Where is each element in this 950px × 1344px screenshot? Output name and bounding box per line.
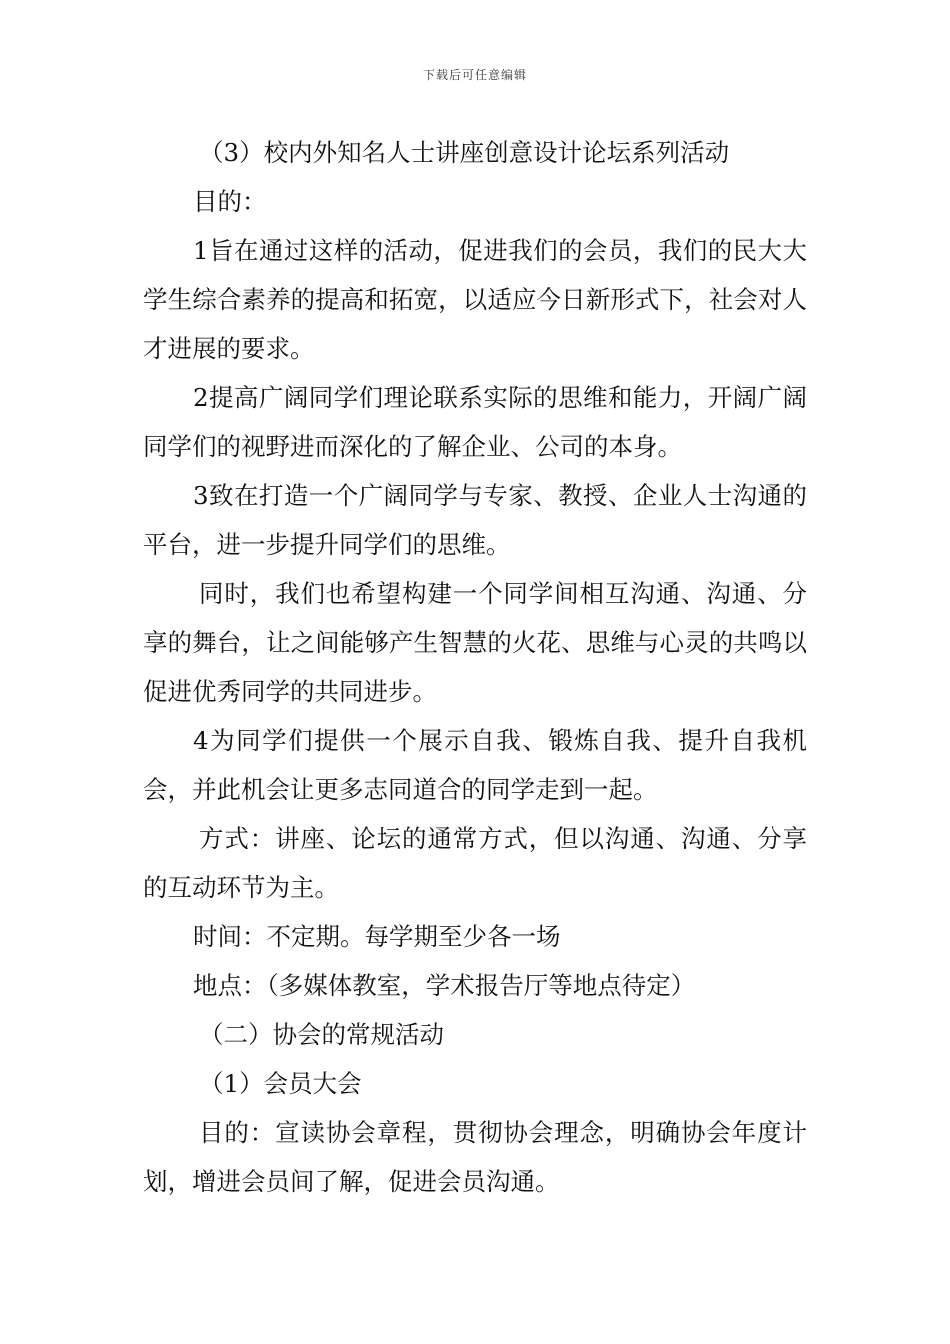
time-paragraph: 时间：不定期。每学期至少各一场: [193, 922, 561, 951]
purpose-item-2: 2提高广阔同学们理论联系实际的思维和能力，开阔广阔同学们的视野进而深化的了解企业、公司的本身。: [143, 383, 807, 461]
document-body: [143, 128, 807, 1206]
purpose-paragraph-sharing: 同时，我们也希望构建一个同学间相互沟通、沟通、分享的舞台，让之间能够产生智慧的火花、思维与心灵的共鸣以促进优秀同学的共同进步。: [143, 579, 807, 706]
purpose-item-1: 1旨在通过这样的活动，促进我们的会员，我们的民大大学生综合素养的提高和拓宽，以适应今日新形式下，社会对人才进展的要求。: [143, 236, 807, 363]
section-heading-regular-activities: （二）协会的常规活动: [199, 1020, 444, 1049]
assembly-purpose-paragraph: 目的：宣读协会章程，贯彻协会理念，明确协会年度计划，增进会员间了解，促进会员沟通。: [143, 1118, 807, 1196]
subsection-heading-member-assembly: （1）会员大会: [199, 1069, 362, 1098]
purpose-item-3: 3致在打造一个广阔同学与专家、教授、企业人士沟通的平台，进一步提升同学们的思维。: [143, 481, 807, 559]
page-header-note: 下载后可任意编辑: [422, 68, 527, 82]
section-heading-lecture-forum: （3）校内外知名人士讲座创意设计论坛系列活动: [199, 138, 730, 167]
location-paragraph: 地点：（多媒体教室，学术报告厅等地点待定）: [193, 971, 696, 1000]
purpose-label: 目的：: [193, 187, 267, 216]
format-paragraph: 方式：讲座、论坛的通常方式，但以沟通、沟通、分享的互动环节为主。: [143, 824, 807, 902]
purpose-item-4: 4为同学们提供一个展示自我、锻炼自我、提升自我机会，并此机会让更多志同道合的同学走到一起。: [143, 726, 807, 804]
